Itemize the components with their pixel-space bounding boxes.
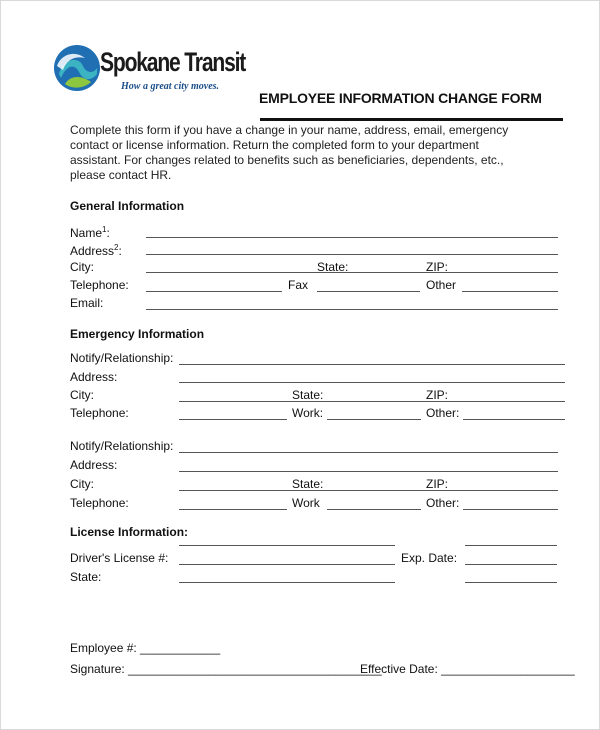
intro-line: Complete this form if you have a change in your name, address, email, emergency [70,123,509,137]
emergency-city-state-zip-2-field[interactable] [179,490,558,491]
emergency-telephone-label: Telephone: [70,406,129,420]
intro-line: please contact HR. [70,168,172,182]
license-top-right-field[interactable] [465,545,557,546]
email-field[interactable] [146,309,558,310]
notify-relationship-field[interactable] [179,364,565,365]
emergency-address-field[interactable] [179,382,565,383]
emergency-work-field[interactable] [327,419,421,420]
emergency-zip-label: ZIP: [426,388,449,402]
city-label: City: [70,260,94,274]
title-rule [260,118,563,121]
intro-text [70,123,560,183]
license-state-label: State: [70,570,102,584]
license-heading: License Information: [70,525,189,539]
license-state-field[interactable] [179,582,395,583]
emergency-heading: Emergency Information [70,327,205,341]
zip-label: ZIP: [426,260,449,274]
emergency-work-label: Work: [292,406,324,420]
address-field[interactable] [146,254,558,255]
notify-relationship-2-label: Notify/Relationship: [70,439,174,453]
telephone-field[interactable] [146,291,282,292]
emergency-telephone-field[interactable] [179,419,287,420]
email-label: Email: [70,296,104,310]
name-footnote-mark: 1 [102,225,107,234]
telephone-label: Telephone: [70,278,129,292]
name-label: Name$^1$: [70,225,110,240]
emergency-telephone-2-label: Telephone: [70,496,129,510]
notify-relationship-2-field[interactable] [179,452,558,453]
spokane-transit-logo-icon [53,44,101,92]
intro-line: contact or license information. Return the completed form to your department [70,138,479,152]
exp-date-label: Exp. Date: [401,551,458,565]
license-extra-field[interactable] [465,582,557,583]
exp-date-field[interactable] [465,564,557,565]
name-field[interactable] [146,237,558,238]
emergency-city-state-zip-field[interactable] [179,401,565,402]
address-footnote-mark: 2 [114,243,119,252]
emergency-address-2-label: Address: [70,458,118,472]
license-top-field[interactable] [179,545,395,546]
emergency-other-2-field[interactable] [463,509,558,510]
effective-date-field[interactable]: Effective Date: ____________________ [360,662,575,676]
emergency-telephone-2-field[interactable] [179,509,287,510]
emergency-zip-2-label: ZIP: [426,477,449,491]
fax-field[interactable] [317,291,420,292]
emergency-address-2-field[interactable] [179,471,558,472]
form-title: EMPLOYEE INFORMATION CHANGE FORM [259,90,542,106]
city-state-zip-field[interactable] [146,272,558,273]
emergency-other-label: Other: [426,406,460,420]
employee-number-field[interactable]: Employee #: ____________ [70,641,221,655]
emergency-state-2-label: State: [292,477,324,491]
emergency-work-2-field[interactable] [327,509,421,510]
address-label: Address$^2$: [70,243,122,258]
emergency-work-2-label: Work [292,496,320,510]
emergency-other-2-label: Other: [426,496,460,510]
emergency-other-field[interactable] [463,419,565,420]
other-phone-field[interactable] [462,291,558,292]
emergency-city-2-label: City: [70,477,94,491]
general-heading: General Information [70,199,185,213]
emergency-address-label: Address: [70,370,118,384]
drivers-license-field[interactable] [179,564,395,565]
fax-label: Fax [288,278,309,292]
emergency-city-label: City: [70,388,94,402]
state-label: State: [317,260,349,274]
notify-relationship-label: Notify/Relationship: [70,351,174,365]
intro-line: assistant. For changes related to benefits such as beneficiaries, dependents, etc., [70,153,504,167]
drivers-license-label: Driver's License #: [70,551,169,565]
brand-tagline: How a great city moves. [121,81,220,92]
brand-name: Spokane Transit [100,47,246,77]
emergency-state-label: State: [292,388,324,402]
other-label: Other [426,278,457,292]
signature-field[interactable]: Signature: ______________________________________ [70,662,382,676]
